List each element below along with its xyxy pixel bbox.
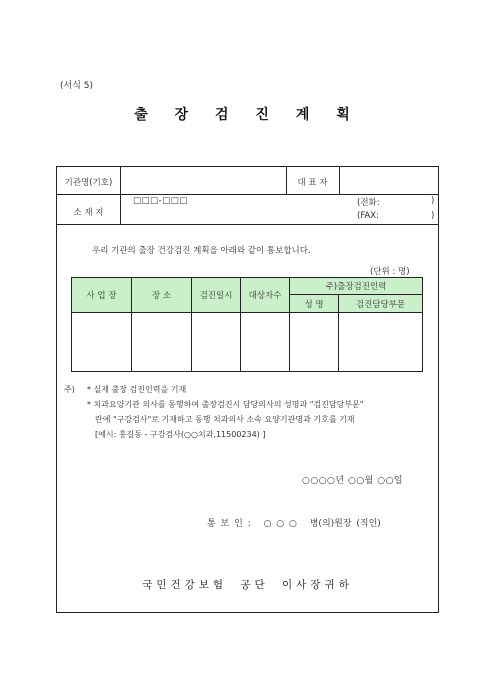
form-number: (서식 5) bbox=[60, 81, 93, 91]
col-divider bbox=[191, 278, 192, 371]
col-divider bbox=[240, 278, 241, 371]
group-header-divider bbox=[289, 294, 422, 295]
row-divider bbox=[57, 194, 438, 195]
notifier-line bbox=[207, 516, 381, 529]
addressee: 국민건강보험 공단 이사장귀하 bbox=[142, 579, 353, 591]
postal-code[interactable]: □□□-□□□ bbox=[133, 196, 188, 206]
notifier-title: 병(의)원장 (직인) bbox=[309, 519, 381, 529]
group-header-staff: 주)출장검진인력 bbox=[290, 278, 422, 294]
col-header-exam-datetime: 검진일시 bbox=[192, 278, 240, 312]
rep-label: 대 표 자 bbox=[297, 178, 328, 188]
date-text: ○○○○년 ○○월 ○○일 bbox=[302, 476, 404, 486]
note-line-3: 란에 "구강검사"로 기재하고 동행 치과의사 소속 요양기관명과 기호를 기재 bbox=[95, 415, 355, 424]
plan-table bbox=[71, 277, 423, 372]
note-line-4: [예시: 홍길동 - 구강검사(○○치과,11500234) ] bbox=[95, 430, 266, 439]
address-label: 소 재 지 bbox=[73, 208, 104, 218]
notes-prefix: 주) bbox=[64, 385, 75, 394]
fax-label[interactable]: (FAX: bbox=[357, 211, 379, 221]
intro-text: 우리 기관의 출장 건강검진 계획을 아래와 같이 통보합니다. bbox=[92, 246, 311, 256]
note-line-2: * 치과요양기관 의사를 동행하여 출장검진시 담당의사의 성명과 "검진담당부문" bbox=[87, 400, 364, 409]
header-bottom-divider bbox=[72, 312, 422, 313]
label-column-divider bbox=[120, 167, 121, 224]
notifier-name: ○ ○ ○ bbox=[263, 519, 297, 529]
col-header-location: 장 소 bbox=[132, 278, 191, 312]
rep-label-divider-right bbox=[339, 167, 340, 194]
sub-header-name: 성 명 bbox=[290, 295, 338, 312]
phone-label[interactable]: (전화: bbox=[357, 198, 380, 208]
document-title: 출 장 검 진 계 획 bbox=[134, 107, 361, 123]
note-line-1: * 실제 출장 검진인력을 기재 bbox=[87, 385, 187, 394]
col-divider bbox=[289, 278, 290, 371]
org-label: 기관명(기호) bbox=[64, 178, 113, 188]
col-divider bbox=[131, 278, 132, 371]
notifier-label: 통 보 인 : bbox=[207, 519, 251, 529]
unit-text: (단위 : 명) bbox=[370, 267, 410, 277]
phone-close: ) bbox=[431, 196, 435, 206]
col-header-target-count: 대상자수 bbox=[241, 278, 289, 312]
row-divider bbox=[57, 224, 438, 225]
col-divider bbox=[338, 294, 339, 371]
col-header-workplace: 사 업 장 bbox=[72, 278, 131, 312]
fax-close: ) bbox=[431, 211, 435, 221]
sub-header-exam-part: 검진담당부문 bbox=[339, 295, 422, 312]
